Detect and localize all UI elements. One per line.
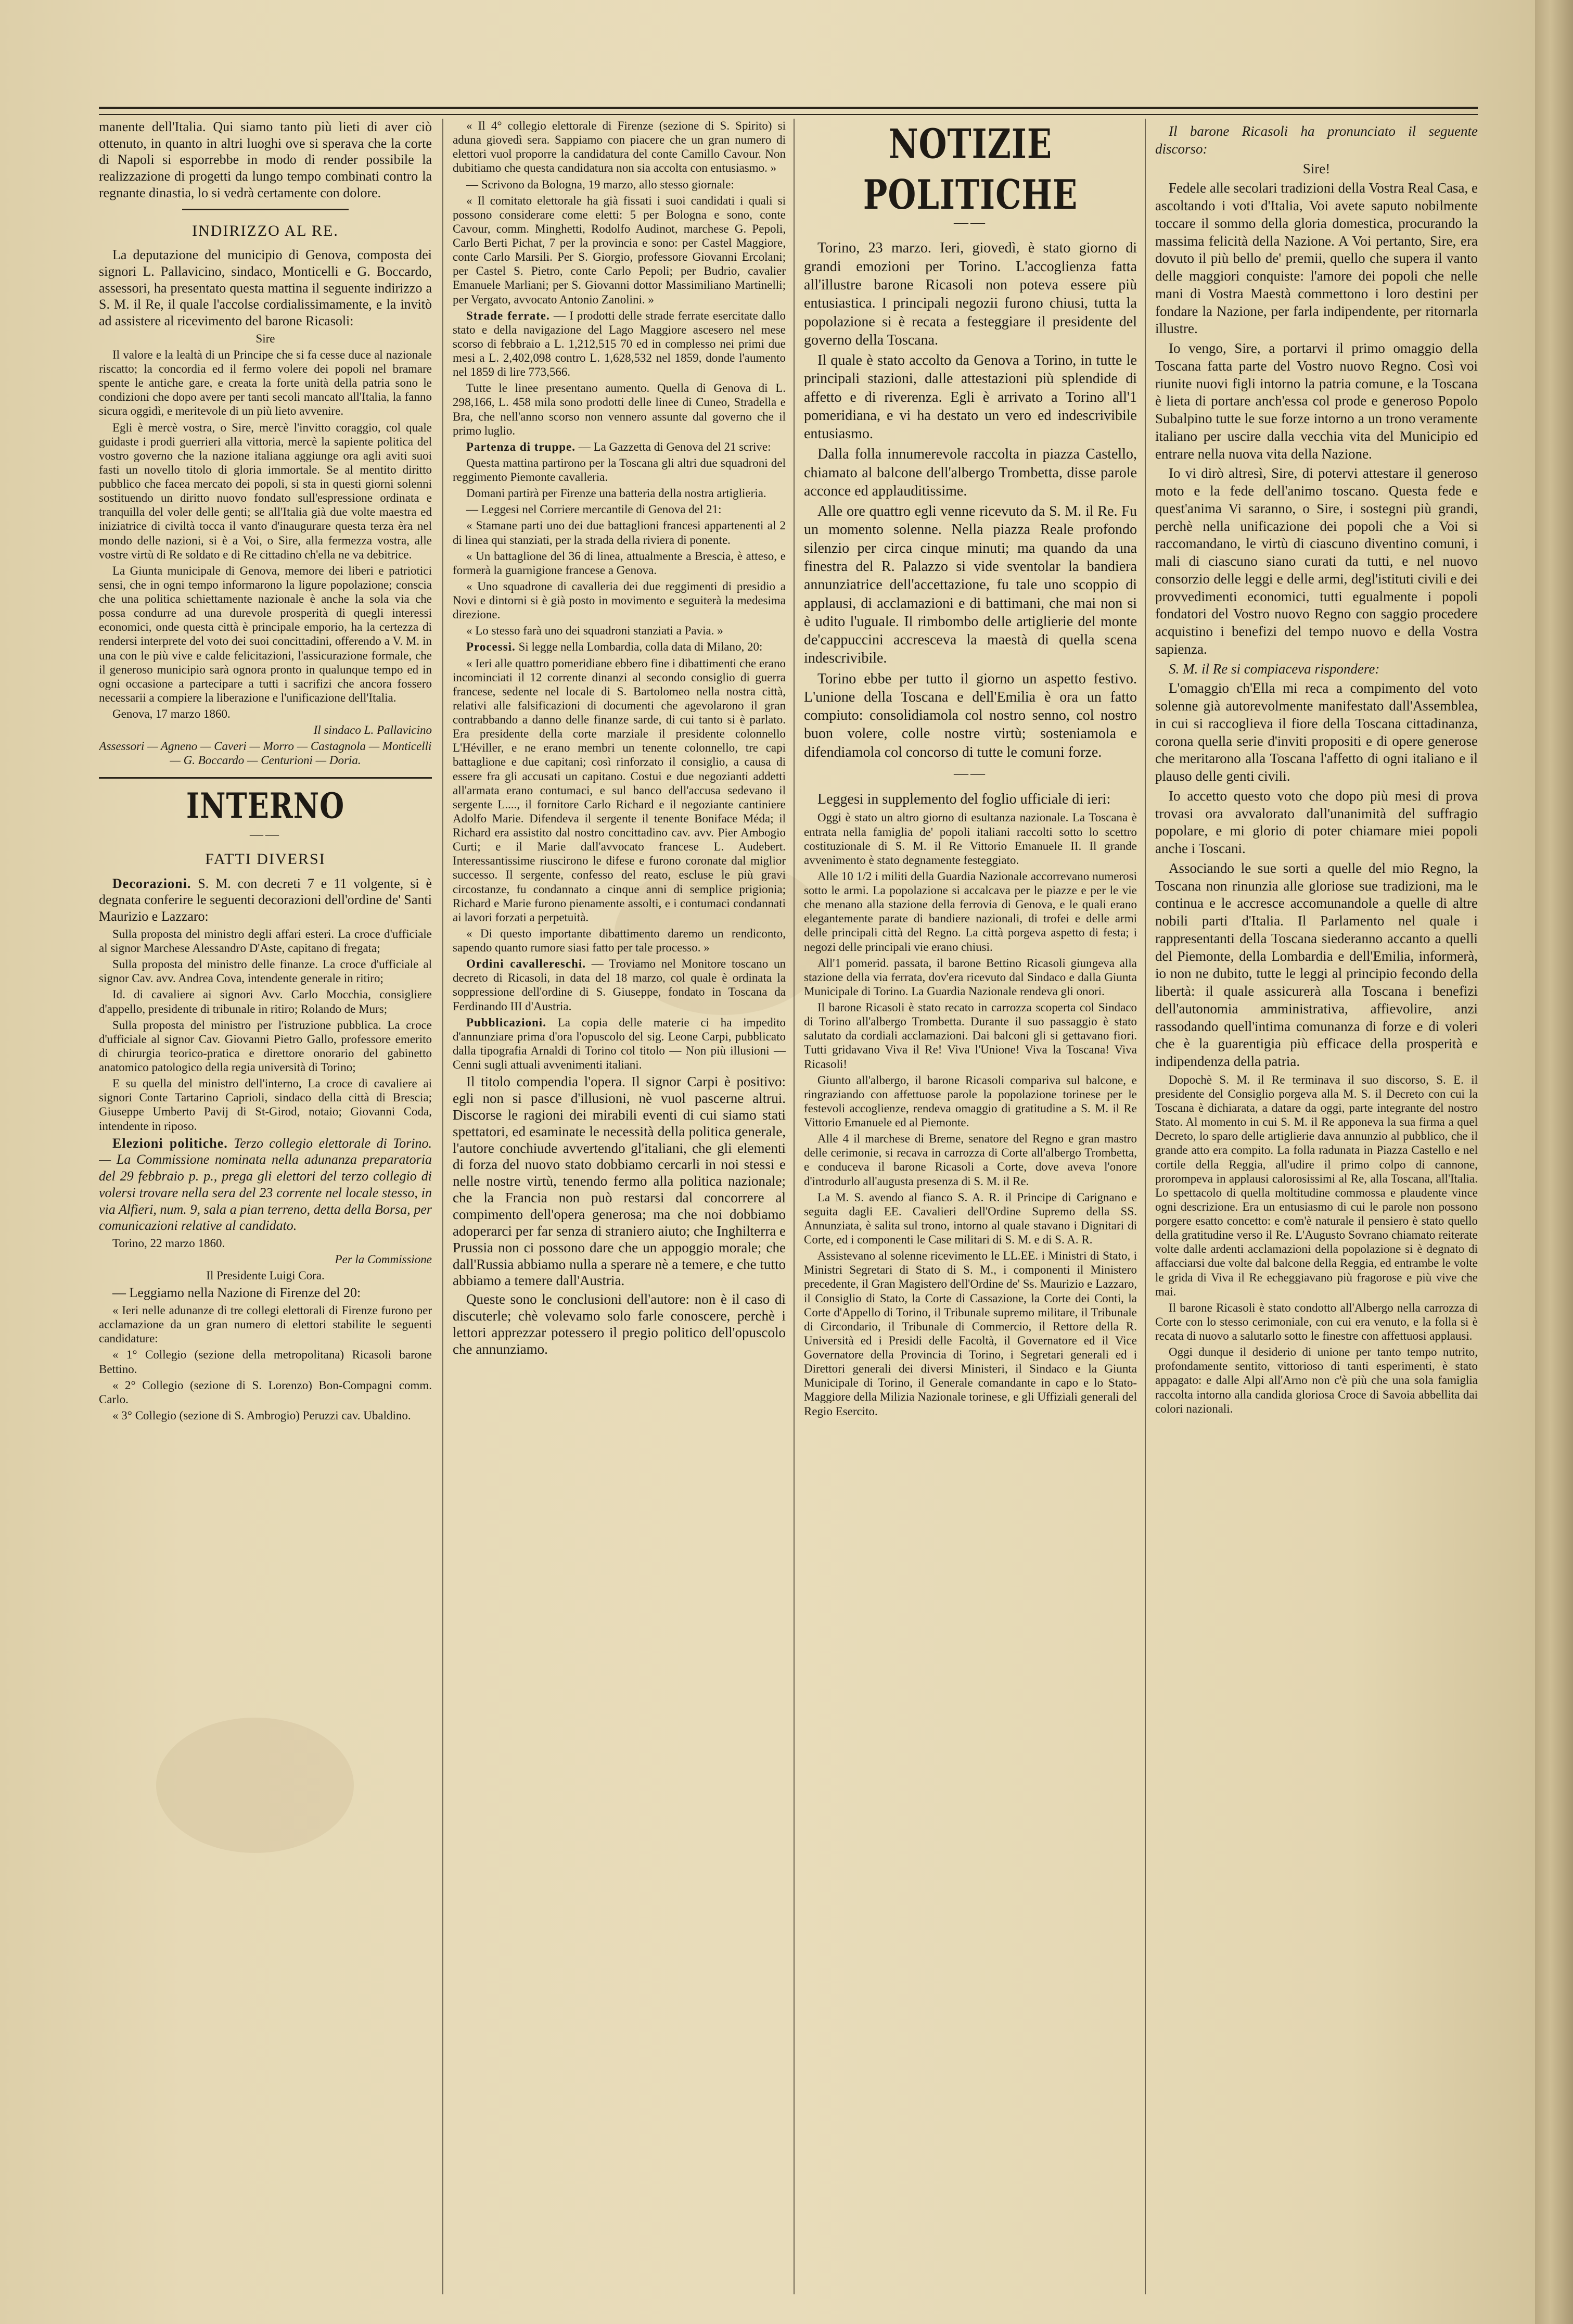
paragraph: Dopochè S. M. il Re terminava il suo discorso, S. E. il presidente del Consiglio porgeva alla M. S. il Decreto con cui la Toscana è dichiarata, a datare da oggi, parte integrante del nostro Stato. Al momento in cui S. M. il Re apponeva la sua firma a quel Decreto, lo sparo delle artiglierie dava annunzio al pubblico, che il grande atto era compito. La folla radunata in Piazza Castello e nel cortile della Reggia, all'udire il primo colpo di cannone, prorompeva in applausi calorosissimi al Re, alla Toscana, all'Italia. Lo spettacolo di quella moltitudine commossa e plaudente vince ogni descrizione. Era un entusiasmo di cui le parole non possono porgere esatto concetto: e com'è naturale il pensiero è stato quello della gratitudine verso il Re. L'Augusto Sovrano chiamato reiterate volte dalle ardenti acclamazioni della popolazione si è degnato di affacciarsi due volte dal balcone della Reggia, ed entrambe le volte le grida di Viva il Re echeggiavano più fragorose e più vive che mai. <box>1155 1073 1478 1298</box>
page-edge <box>1535 0 1573 2324</box>
paragraph: Sulla proposta del ministro per l'istruzione pubblica. La croce d'ufficiale al signor Cav. Giovanni Pietro Gallo, professore emerito di chirurgia teorico-pratica e direttore onorario del gabinetto anatomico patologico della regia università di Torino; <box>99 1018 432 1074</box>
paragraph: E su quella del ministro dell'interno, La croce di cavaliere ai signori Conte Tartarino Caprioli, sindaco della città di Brescia; Giuseppe Umberto Pavij di St-Girod, notaio; Giovanni Coda, intendente in riposo. <box>99 1077 432 1133</box>
signature: Assessori — Agneno — Caveri — Morro — Castagnola — Monticelli — G. Boccardo — Centurioni — Doria. <box>99 740 432 767</box>
keyword: Decorazioni. <box>112 875 191 891</box>
paragraph: Oggi dunque il desiderio di unione per tanto tempo nutrito, profondamente sentito, vittorioso di tanti esperimenti, è stato appagato: e dalle Alpi all'Arno non c'è più che una sola famiglia raccolta intorno alla candida gloriosa Croce di Savoia abbellita dai colori nazionali. <box>1155 1345 1478 1415</box>
paragraph: « Un battaglione del 36 di linea, attualmente a Brescia, è atteso, e formerà la guarnigione francese a Genova. <box>453 549 786 577</box>
paragraph: « Ieri nelle adunanze di tre collegi elettorali di Firenze furono per acclamazione da un gran numero di elettori stabilite le seguenti candidature: <box>99 1304 432 1345</box>
section-title-interno: INTERNO <box>186 784 345 827</box>
paragraph: Io accetto questo voto che dopo più mesi di prova trovasi ora avvalorato dall'unanimità del suffragio popolare, e mi glorio di poter chiamare miei popoli anche i Toscani. <box>1155 788 1478 856</box>
paragraph: Associando le sue sorti a quelle del mio Regno, la Toscana non rinunzia alle gloriose sue tradizioni, ma le continua e le accresce accomunandole a quelle di altre nobili parti d'Italia. Il Parlamento nel quale i rappresentanti della Toscana siederanno accanto a quelli del Piemonte, della Lombardia e dell'Emilia, informerà, io non ne dubito, tutte le leggi al principio fecondo della libertà: il quale assicurerà alla Toscana i benefizi dell'autonomia amministrativa, affievolire, anzi rassodando quell'intima comunanza di forze e di voleri che è la guarentigia più efficace della prosperità e indipendenza della patria. <box>1155 860 1478 1069</box>
paragraph: Il barone Ricasoli è stato condotto all'Albergo nella carrozza di Corte con lo stesso cerimoniale, con cui era venuto, e la folla si è recata di nuovo a salutarlo sotto le finestre con affettuosi applausi. <box>1155 1301 1478 1342</box>
paragraph: Il quale è stato accolto da Genova a Torino, in tutte le principali stazioni, dalle attestazioni più splendide di affetto e di riverenza. Egli è arrivato a Torino all'1 pomeridiana, e vi ha destato un vero ed indescrivibile entusiasmo. <box>804 352 1137 442</box>
paragraph: « 2° Collegio (sezione di S. Lorenzo) Bon-Compagni comm. Carlo. <box>99 1378 432 1406</box>
keyword: Processi. <box>466 640 516 654</box>
section-title-notizie-politiche: NOTIZIE POLITICHE <box>863 120 1078 219</box>
column-1 <box>99 119 432 2294</box>
paragraph: Tutte le linee presentano aumento. Quella di Genova di L. 298,166, L. 458 mila sono prodotti delle linee di Cuneo, Stradella e Bra, che nell'anno scorso non vennero assunte dal governo che il primo luglio. <box>453 382 786 437</box>
paragraph: Sulla proposta del ministro delle finanze. La croce d'ufficiale al signor Cav. avv. Andrea Cova, intendente generale in ritiro; <box>99 958 432 985</box>
dateline: Torino, 22 marzo 1860. <box>112 1236 225 1250</box>
divider: —— <box>250 827 281 842</box>
paragraph: Domani partirà per Firenze una batteria della nostra artiglieria. <box>466 487 766 500</box>
section-heading-indirizzo: INDIRIZZO AL RE. <box>192 222 339 239</box>
signature: Per la Commissione <box>335 1253 432 1266</box>
paragraph: Il barone Ricasoli è stato recato in carrozza scoperta col Sindaco di Torino all'albergo Trombetta. Durante il suo passaggio è stato salutato da cordiali acclamazioni. Dai balconi gli si gettavano fiori. Tutti gridavano Viva il Re! Viva l'Unione! Viva la Toscana! Viva Ricasoli! <box>804 1001 1137 1071</box>
column-3 <box>804 119 1137 2294</box>
paragraph: — La Gazzetta di Genova del 21 scrive: <box>578 440 771 453</box>
divider: —— <box>954 214 987 231</box>
column-2 <box>453 119 786 2294</box>
column-4 <box>1155 119 1478 2294</box>
paragraph: Alle 10 1/2 i militi della Guardia Nazionale accorrevano numerosi sotto le armi. La popolazione si accalcava per le piazze e per le vie che menano alla stazione della ferrovia di Genova, e le quali erano elegantemente parate di bandiere nazionali, di trofei e delle armi delle principali città del Regno. La città porgeva aspetto di festa; i negozi delle principali vie erano chiusi. <box>804 869 1137 954</box>
keyword: Strade ferrate. <box>466 309 550 322</box>
paragraph: Leggesi in supplemento del foglio ufficiale di ieri: <box>817 791 1111 808</box>
divider <box>182 209 349 210</box>
paragraph: « Lo stesso farà uno dei squadroni stanziati a Pavia. » <box>466 624 723 638</box>
section-heading-fatti: FATTI DIVERSI <box>205 850 326 868</box>
paragraph: Torino ebbe per tutto il giorno un aspetto festivo. L'unione della Toscana e dell'Emilia è ora un fatto compiuto: consolidiamola col nostro senno, col nostro buon volere, colle nostre virtù; sosteniamola e difendiamola col concorso di tutte le comuni forze. <box>804 670 1137 760</box>
paragraph: « Ieri alle quattro pomeridiane ebbero fine i dibattimenti che erano incominciati il 12 corrente dinanzi al secondo consiglio di guerra francese, sedente nel locale di S. Bartolomeo nella nostra città, relativi alle falsificazioni di documenti che agevolarono il gran contrabbando a danno delle finanze sarde, di cui tanto si è parlato. Era presidente della corte marziale il presidente colonnello L'Héviller, e ne erano membri un tenente colonnello, tre capi battaglione e due capitani; così rinforzato il consiglio, a causa di essere fra gli accusati un capitano. Costui e due negozianti addetti all'armata erano contumaci, e sul banco dell'accusa sedevano il sergente L...., il fornitore Carlo Richard e il negoziante cantiniere Adolfo Marie. Difendeva il sergente il tenente Boniface Méda; il Richard era assistito dal nostro concittadino cav. avv. Pier Ambogio Curti; e il Marie dall'avvocato francese L. Audebert. Interessantissime riuscirono le difese e furono coronate dal miglior successo. Il sergente, confesso del reato, escluse le più gravi circostanze, fu condannato a cinque anni di semplice prigionia; Richard e Marie furono pienamente assolti, e i contumaci condannati ai lavori forzati a perpetuità. <box>453 656 786 924</box>
keyword: Elezioni politiche. <box>112 1135 228 1151</box>
column-rule <box>442 119 443 2294</box>
paragraph: Io vi dirò altresì, Sire, di potervi attestare il generoso moto e la fede dell'animo toscano. Questa fede e quest'anima Vi saranno, o Sire, i sostegni più grandi, perchè nella unificazione dei popoli che a Voi si raccomandano, le virtù di ciascuno diventino comuni, i mali di ciascuno siano curati da tutti, e nel nuovo consorzio delle leggi e delle armi, degl'istituti civili e dei provvedimenti economici, tutti egualmente i popoli fondatori del Vostro nuovo Regno con saggio procedere acquistino i benefizi del tempo nuovo e della Vostra sapienza. <box>1155 465 1478 657</box>
paragraph: Oggi è stato un altro giorno di esultanza nazionale. La Toscana è entrata nella famiglia de' popoli italiani raccolti sotto lo scettro costituzionale di S. M. il Re Vittorio Emanuele II. Il grande avvenimento è stato degnamente festeggiato. <box>804 811 1137 867</box>
paragraph: Assistevano al solenne ricevimento le LL.EE. i Ministri di Stato, i Ministri Segretari di Stato di S. M., i componenti il Ministero precedente, il Gran Magistero dell'Ordine de' Ss. Maurizio e Lazzaro, il Consiglio di Stato, la Corte di Cassazione, la Corte dei Conti, la Corte d'Appello di Torino, il Tribunale supremo militare, il Tribunale di Circondario, il Tribunale di Commercio, il Rettore della R. Università ed i Presidi delle Facoltà, il Governatore ed il Vice Governatore della Provincia di Torino, i Segretari generali ed i Direttori generali dei diversi Ministeri, il Sindaco e la Giunta Municipale di Torino, il Generale comandante in capo e lo Stato-Maggiore della Milizia Nazionale torinese, e gli Uffiziali generali del Regio Esercito. <box>804 1249 1137 1418</box>
divider: —— <box>954 765 987 782</box>
dateline: Genova, 17 marzo 1860. <box>112 707 231 721</box>
paragraph: Il barone Ricasoli ha pronunciato il seguente discorso: <box>1155 123 1478 157</box>
paragraph: S. M. con decreti 7 e 11 volgente, si è degnata conferire le seguenti decorazioni dell'ordine de' Santi Maurizio e Lazzaro: <box>99 875 432 924</box>
paragraph: S. M. il Re si compiaceva rispondere: <box>1169 661 1380 677</box>
paragraph: Dalla folla innumerevole raccolta in piazza Castello, chiamato al balcone dell'albergo Trombetta, disse parole acconce ed applauditissime. <box>804 446 1137 499</box>
paragraph: — Troviamo nel Monitore toscano un decreto di Ricasoli, in data del 18 marzo, col quale è ordinata la soppressione dell'ordine di S. Giuseppe, fondato in Toscana da Ferdinando III d'Austria. <box>453 957 786 1013</box>
paragraph: Terzo collegio elettorale di Torino. — La Commissione nominata nella adunanza preparatoria del 29 febbraio p. p., prega gli elettori del terzo collegio di volersi trovare nella sera del 23 corrente nel locale stesso, in via Alfieri, num. 9, sala a pian terreno, detta della Borsa, per comunicazioni relative al candidato. <box>99 1135 432 1234</box>
paragraph: « Stamane parti uno dei due battaglioni francesi appartenenti al 2 di linea qui stanziati, per la strada della riviera di ponente. <box>453 519 786 547</box>
paragraph: Torino, 23 marzo. Ieri, giovedì, è stato giorno di grandi emozioni per Torino. L'accoglienza fatta all'illustre barone Ricasoli non poteva essere più entusiastica. I principali negozii furono chiusi, tutta la popolazione si è recata a festeggiare il presidente del governo della Toscana. <box>804 240 1137 348</box>
paragraph: « Il 4° collegio elettorale di Firenze (sezione di S. Spirito) si aduna giovedì sera. Sappiamo con piacere che un gran numero di elettori vuol proporre la candidatura del conte Camillo Cavour. Non dubitiamo che questa candidatura non sia accolta con entusiasmo. » <box>453 119 786 175</box>
divider <box>99 777 432 779</box>
keyword: Partenza di truppe. <box>466 440 576 453</box>
signature: Il Presidente Luigi Cora. <box>206 1269 325 1282</box>
paragraph: Giunto all'albergo, il barone Ricasoli compariva sul balcone, e ringraziando con affettuose parole la popolazione torinese per le festevoli accoglienze, rendeva omaggio di gratitudine a S. M. il Re Vittorio Emanuele ed al Piemonte. <box>804 1073 1137 1129</box>
paragraph: La deputazione del municipio di Genova, composta dei signori L. Pallavicino, sindaco, Monticelli e G. Boccardo, assessori, ha presentato questa mattina il seguente indirizzo a S. M. il Re, il quale l'accolse cordialissimamente, e la invitò ad assistere al ricevimento del barone Ricasoli: <box>99 247 432 329</box>
column-rule <box>1145 119 1146 2294</box>
signature: Il sindaco L. Pallavicino <box>313 723 432 737</box>
paragraph: Queste sono le conclusioni dell'autore: non è il caso di discuterle; chè volevamo solo farle conoscere, perchè i lettori apprezzar potessero il pregio politico dell'opuscolo che annunziamo. <box>453 1291 786 1357</box>
paragraph: All'1 pomerid. passata, il barone Bettino Ricasoli giungeva alla stazione della via ferrata, dov'era ricevuto dal Sindaco e dalla Giunta Municipale di Torino. La Guardia Nazionale rendeva gli onori. <box>804 956 1137 998</box>
header-rule <box>99 107 1478 115</box>
paragraph: Il valore e la lealtà di un Principe che si fa cesse duce al nazionale riscatto; la concordia ed il fermo volere dei popoli nel bramare spente le antiche gare, e creata la forte unità della patria sono le condizioni che dopo avere per tanti secoli mancato all'Italia, la fanno sicura oggidì, e meritevole di un più lieto avvenire. <box>99 348 432 418</box>
paragraph: Fedele alle secolari tradizioni della Vostra Real Casa, e ascoltando i voti d'Italia, Voi avete saputo nobilmente toccare il sommo della gloria domestica, procurando la massima felicità della Nazione. A Voi pertanto, Sire, era dovuto il più bello de' premii, quello che supera il vanto delle maggiori conquiste: l'amore dei popoli che nelle mani di Vostra Maestà commettono i loro destini per fondare la Nazione, per farla indipendente, per ritornarla illustre. <box>1155 180 1478 337</box>
keyword: Ordini cavallereschi. <box>466 957 586 971</box>
paragraph: « Uno squadrone di cavalleria dei due reggimenti di presidio a Novi e dintorni si è già posto in movimento e seguiterà la medesima direzione. <box>453 579 786 621</box>
paragraph: — Leggiamo nella Nazione di Firenze del 20: <box>112 1285 361 1301</box>
paragraph: Si legge nella Lombardia, colla data di Milano, 20: <box>518 640 763 654</box>
paragraph: L'omaggio ch'Ella mi reca a compimento del voto solenne già autorevolmente manifestato dall'Assemblea, in cui si raccoglieva il fiore della Toscana cittadinanza, corona quella serie d'inviti propositi e di opere generose che meritarono alla Toscana l'affetto di ogni italiano e il plauso delle genti civili. <box>1155 680 1478 784</box>
paragraph: Io vengo, Sire, a portarvi il primo omaggio della Toscana fatta parte del Vostro nuovo Regno. Così voi riunite nuovi figli intorno la patria comune, e la Toscana è lieta di portare anch'essa col prode e generoso Popolo Subalpino tutte le sue forze intorno a un trono veramente italiano per uscire dalla vecchia vita del Municipio ed entrare nella nuova vita della Nazione. <box>1155 340 1478 462</box>
paragraph: Il titolo compendia l'opera. Il signor Carpi è positivo: egli non si pasce d'illusioni, nè vuol pascerne altrui. Discorse le ragioni dei mirabili eventi di cui siamo stati spettatori, ed esaminate le necessità della politica generale, l'autore conchiude avvertendo gl'italiani, che gli elementi di forza del nuovo stato dobbiamo cercarli in noi stessi e nelle nostre virtù, tenendo fermo alla politica nazionale; che la Francia non può restarsi dal concorrere al compimento dell'opera generosa; ma che noi dobbiamo adoperarci per far senza di straniero aiuto; che Inghilterra e Prussia non ci possono dare che un appoggio morale; che dall'Russia abbiamo nulla a sperare nè a temere, e che tutto abbiamo a temere dall'Austria. <box>453 1074 786 1289</box>
paragraph: — Leggesi nel Corriere mercantile di Genova del 21: <box>466 503 722 516</box>
paragraph: — Scrivono da Bologna, 19 marzo, allo stesso giornale: <box>466 177 734 191</box>
paragraph: « 3° Collegio (sezione di S. Ambrogio) Peruzzi cav. Ubaldino. <box>112 1408 411 1422</box>
paragraph: « Il comitato elettorale ha già fissati i suoi candidati i quali si possono considerare come eletti: 5 per Bologna e sono, conte Cavour, comm. Minghetti, Rodolfo Audinot, marchese G. Pepoli, Carlo Berti Pichat, 7 per la provincia e sono: per Castel Maggiore, conte Carlo Marsili. Per S. Giorgio, professore Giovanni Ercolani; per Castel S. Pietro, conte Carlo Pepoli; per Budrio, cavalier Emanuele Marliani; per S. Giovanni dottor Massimiliano Martinelli; per Vergato, avvocato Antonio Zanolini. » <box>453 194 786 306</box>
keyword: Pubblicazioni. <box>466 1015 546 1029</box>
paragraph: « 1° Collegio (sezione della metropolitana) Ricasoli barone Bettino. <box>99 1348 432 1376</box>
paragraph: — I prodotti delle strade ferrate esercitate dallo stato e della navigazione del Lago Maggiore ascesero nel mese scorso di febbraio a L. 1,212,515 70 ed in complesso nei primi due mesi a L. 2,402,098 contro L. 1,628,532 nel 1859, donde l'aumento nel 1859 di lire 773,566. <box>453 309 786 379</box>
paragraph: Id. di cavaliere ai signori Avv. Carlo Mocchia, consigliere d'appello, presidente di tribunale in ritiro; Rolando de Murs; <box>99 988 432 1015</box>
salutation: Sire! <box>1302 160 1331 176</box>
paragraph: « Di questo importante dibattimento daremo un rendiconto, sapendo quanto rumore siasi fatto per tale processo. » <box>453 926 786 954</box>
paragraph: La M. S. avendo al fianco S. A. R. il Principe di Carignano e seguita dagli EE. Cavalieri dell'Ordine Supremo della SS. Annunziata, è salita sul trono, intorno al quale stavano i Dignitari di Corte, ed i componenti le Case militari di S. M. e di S. A. R. <box>804 1190 1137 1247</box>
column-rule <box>794 119 795 2294</box>
paragraph: Questa mattina partirono per la Toscana gli altri due squadroni del reggimento Piemonte cavalleria. <box>453 456 786 484</box>
salutation: Sire <box>255 332 275 345</box>
paragraph: manente dell'Italia. Qui siamo tanto più lieti di aver ciò ottenuto, in quanto in altri luoghi ove si sperava che la corte di Napoli si esporrebbe in modo di render possibile la realizzazione di progetti da lungo tempo combinati contro la regnante dinastia, lo si vedrà certamente con dolore. <box>99 119 432 200</box>
paragraph: La copia delle materie ci ha impedito d'annunziare prima d'ora l'opuscolo del sig. Leone Carpi, pubblicato dalla tipografia Arnaldi di Torino col titolo — Non più illusioni — Cenni sugli attuali avvenimenti italiani. <box>453 1015 786 1071</box>
paragraph: Alle ore quattro egli venne ricevuto da S. M. il Re. Fu un momento solenne. Nella piazza Reale profondo silenzio per circa cinque minuti; ma quando da una finestra del R. Palazzo si vide sventolar la bandiera annunziatrice dell'accettazione, fu tale uno scoppio di applausi, di acclamazioni e di battimani, che mai non si è udito l'uguale. Il rimbombo delle artiglierie del monte de'cappuccini accresceva la maestà di quella scena indescrivibile. <box>804 503 1137 667</box>
paragraph: Alle 4 il marchese di Breme, senatore del Regno e gran mastro delle cerimonie, si recava in carrozza di Corte all'albergo Trombetta, e conduceva il barone Ricasoli a Corte, dove aveva l'onore d'introdurlo all'augusta presenza di S. M. il Re. <box>804 1132 1137 1188</box>
paragraph: Egli è mercè vostra, o Sire, mercè l'invitto coraggio, col quale guidaste i prodi guerrieri alla vittoria, mercè la sapiente politica del vostro governo che la nazione italiana aggiunge ora agli aviti suoi fasti un novello titolo di gloria immortale. Se al mentito diritto pubblico che facea mercato dei popoli, si sta in questi giorni solenni sostituendo un diritto nuovo fondato sull'espressione ordinata e tranquilla del voler delle genti; se all'Italia già due volte maestra ed iniziatrice di civiltà tocca il vanto d'inaugurare questa terza èra nel mondo delle nazioni, si è a Voi, o Sire, alla fermezza vostra, alle vostre virtù di Re soldato e di Re cittadino ch'ella ne va debitrice. <box>99 421 432 561</box>
paragraph: La Giunta municipale di Genova, memore dei liberi e patriotici sensi, che in ogni tempo informarono la ligure popolazione; conscia che una politica schiettamente nazionale è anche la sola via che possa condurre ad una durevole prosperità di quegli interessi economici, onde questa città è principale emporio, ha la certezza di rendersi interprete del voto dei suoi concittadini, offerendo a V. M. in una con le più vive e calde felicitazioni, l'assicurazione formale, che il generoso municipio sarà ognora pronto in qualunque tempo ed in ogni occasione a partecipare a tutti i sacrifizi che ancora fossero necessarii a compiere la liberazione e l'unificazione dell'Italia. <box>99 564 432 704</box>
paragraph: Sulla proposta del ministro degli affari esteri. La croce d'ufficiale al signor Marchese Alessandro D'Aste, capitano di fregata; <box>99 927 432 955</box>
